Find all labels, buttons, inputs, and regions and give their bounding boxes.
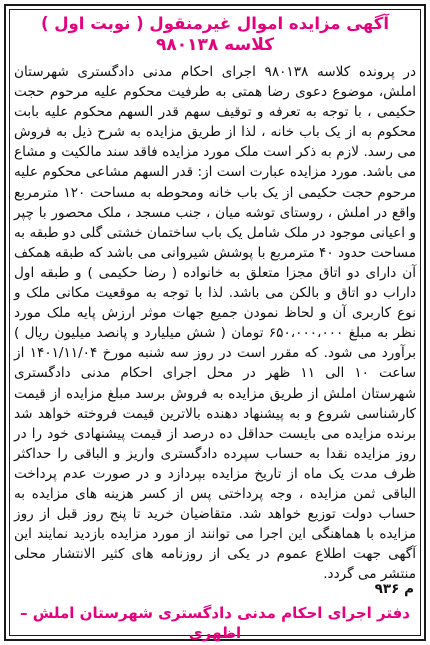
file-number: کلاسه ۹۸۰۱۳۸ (155, 35, 274, 55)
reference-number: م ۹۳۶ (374, 581, 414, 597)
notice-title: آگهی مزایده اموال غیرمنقول ( نوبت اول ) (40, 14, 390, 33)
issuing-office: دفتر اجرای احکام مدنی دادگستری شهرستان املش – اظهری (19, 604, 411, 642)
notice-body: در پرونده کلاسه ۹۸۰۱۳۸ اجرای احکام مدنی دادگستری شهرستان املش، موضوع دعوی رضا همتی به طرفیت محکوم علیه مرحوم حجت حکیمی ، با توجه به تعرفه و توقیف سهم قدر السهم محکوم علیه بابت محکوم به از یک باب خانه ، لذا از طریق مزایده به شرح ذیل به فروش می رسد. لازم به ذکر است ملک مورد مزایده فاقد سند مالکیت و مشاع می باشد. مورد مزایده عبارت است از: قدر السهم مشاعی محکوم علیه مرحوم حجت حکیمی از یک باب خانه ومحوطه به مساحت ۱۲۰ مترمربع واقع در املش ، روستای توشه میان ، جنب مسجد ، ملک محصور با چپر و اعیانی موجود در ملک شامل یک باب ساختمان خشتی گلی دو طبقه به مساحت حدود ۴۰ مترمربع با پوشش شیروانی می باشد که طبقه همکف آن دارای دو اتاق مجزا متعلق به خانواده ( رضا حکیمی ) و طبقه اول داراب دو اتاق و بالکن می باشد. لذا با توجه به موقعیت مکانی ملک و نوع کاربری آن و لحاظ نمودن جمیع جهات موثر ارزش پایه ملک مورد نظر به مبلغ ۶۵۰،۰۰۰،۰۰۰ تومان ( شش میلیارد و پانصد میلیون ریال ) برآورد می شود. که مقرر است در روز سه شنبه مورخ ۱۴۰۱/۱۱/۰۴ از ساعت ۱۰ الی ۱۱ ظهر در محل اجرای احکام مدنی دادگستری شهرستان املش از طریق مزایده به فروش برسد مبلغ مزایده از قیمت کارشناسی شروع و به پیشنهاد دهنده بالاترین قیمت فروخته خواهد شد برنده مزایده می بایست حداقل ده درصد از قیمت پیشنهادی خود را در روز مزایده نقدا به حساب سپرده دادگستری واریز و الباقی را حداکثر ظرف مدت یک ماه از تاریخ مزایده بپردازد و در صورت عدم پرداخت الباقی ثمن مزایده ، وجه پرداختی پس از کسر هزینه های مزایده به حساب دولت توزیع خواهد شد. متقاضیان خرید تا پنج روز قبل از روز مزایده با هماهنگی این اجرا می توانند از مورد مزایده بازدید نمایند این آگهی جهت اطلاع عموم در یکی از روزنامه های کثیر الانتشار محلی منتشر می گردد. (14, 64, 417, 583)
auction-notice (4, 4, 426, 641)
